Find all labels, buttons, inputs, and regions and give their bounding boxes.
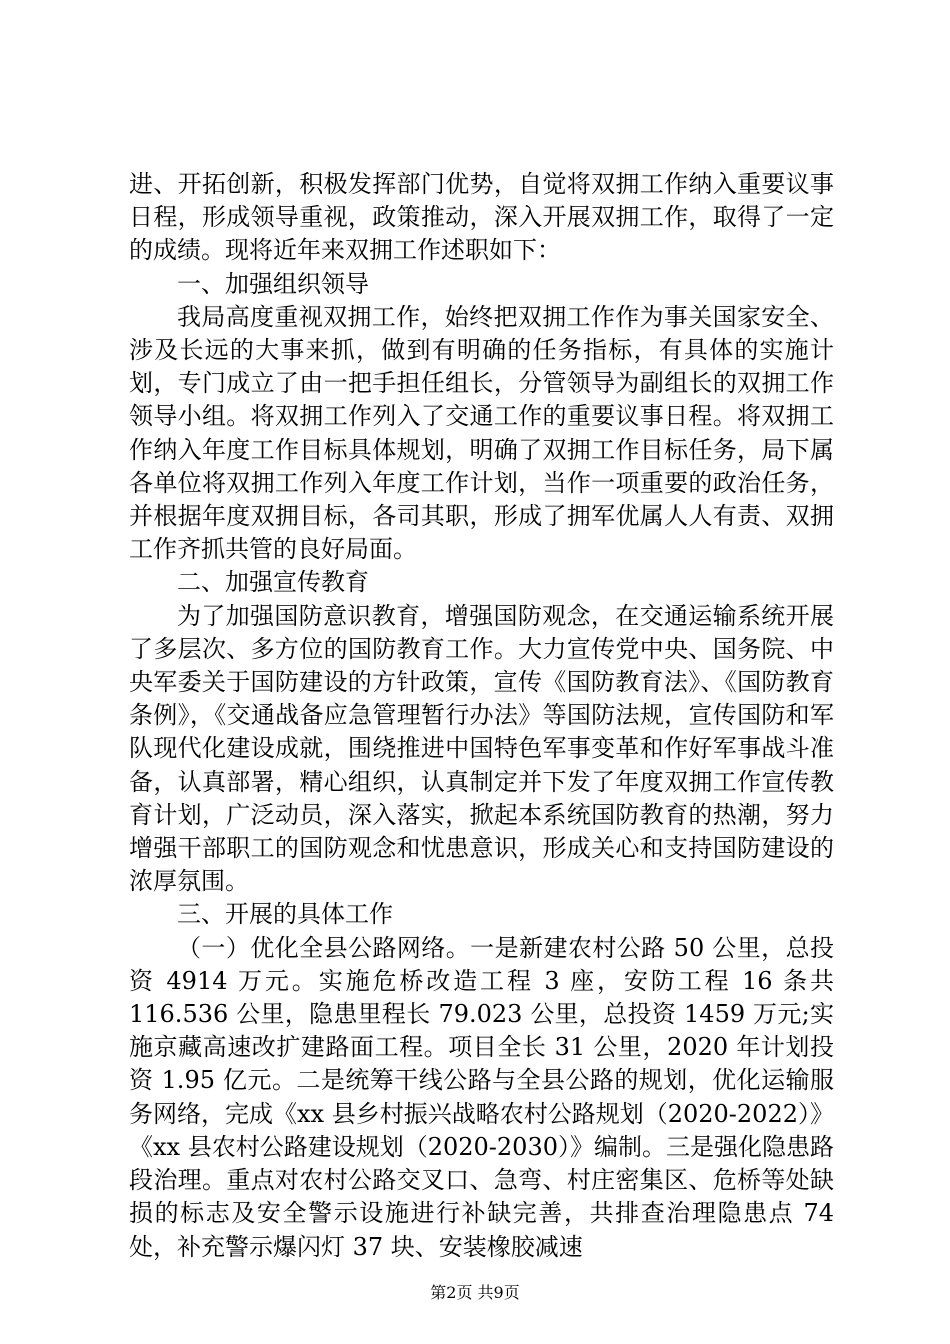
paragraph-section-2: 为了加强国防意识教育，增强国防观念，在交通运输系统开展了多层次、多方位的国防教育工作。大力宣传党中央、国务院、中央军委关于国防建设的方针政策，宣传《国防教育法》、《国防教育条例》，《交通战备应急管理暂行办法》等国防法规，宣传国防和军队现代化建设成就，围绕推进中国特色军事变革和作好军事战斗准备，认真部署，精心组织，认真制定并下发了年度双拥工作宣传教育计划，广泛动员，深入落实，掀起本系统国防教育的热潮，努力增强干部职工的国防观念和忧患意识，形成关心和支持国防建设的浓厚氛围。 — [129, 601, 834, 896]
section-heading-3: 三、开展的具体工作 — [177, 900, 393, 929]
paragraph-intro: 进、开拓创新，积极发挥部门优势，自觉将双拥工作纳入重要议事日程，形成领导重视，政策推动，深入开展双拥工作，取得了一定的成绩。现将近年来双拥工作述职如下： — [129, 170, 834, 265]
section-heading-2: 二、加强宣传教育 — [177, 568, 369, 597]
section-heading-1: 一、加强组织领导 — [177, 269, 369, 298]
page-number-footer: 第2页 共9页 — [430, 1283, 520, 1302]
paragraph-section-3: （一）优化全县公路网络。一是新建农村公路 50 公里，总投资 4914 万元。实施危桥改造工程 3 座，安防工程 16 条共116.536 公里，隐患里程长 79.023 公里，总投资 1459 万元;实施京藏高速改扩建路面工程。项目全长 31 公里，2020 年计划投资 1.95 亿元。二是统筹干线公路与全县公路的规划，优化运输服务网络，完成《xx 县乡村振兴战略农村公路规划（2020-2022）》《xx 县农村公路建设规划（2020-2030）》编制。三是强化隐患路段治理。重点对农村公路交叉口、急弯、村庄密集区、危桥等处缺损的标志及安全警示设施进行补缺完善，共排查治理隐患点 74 处，补充警示爆闪灯 37 块、安装橡胶减速 — [129, 933, 834, 1261]
document-body — [129, 168, 834, 1264]
paragraph-section-1: 我局高度重视双拥工作，始终把双拥工作作为事关国家安全、涉及长远的大事来抓，做到有明确的任务指标，有具体的实施计划，专门成立了由一把手担任组长，分管领导为副组长的双拥工作领导小组。将双拥工作列入了交通工作的重要议事日程。将双拥工作纳入年度工作目标具体规划，明确了双拥工作目标任务，局下属各单位将双拥工作列入年度工作计划，当作一项重要的政治任务，并根据年度双拥目标，各司其职，形成了拥军优属人人有责、双拥工作齐抓共管的良好局面。 — [129, 302, 834, 564]
